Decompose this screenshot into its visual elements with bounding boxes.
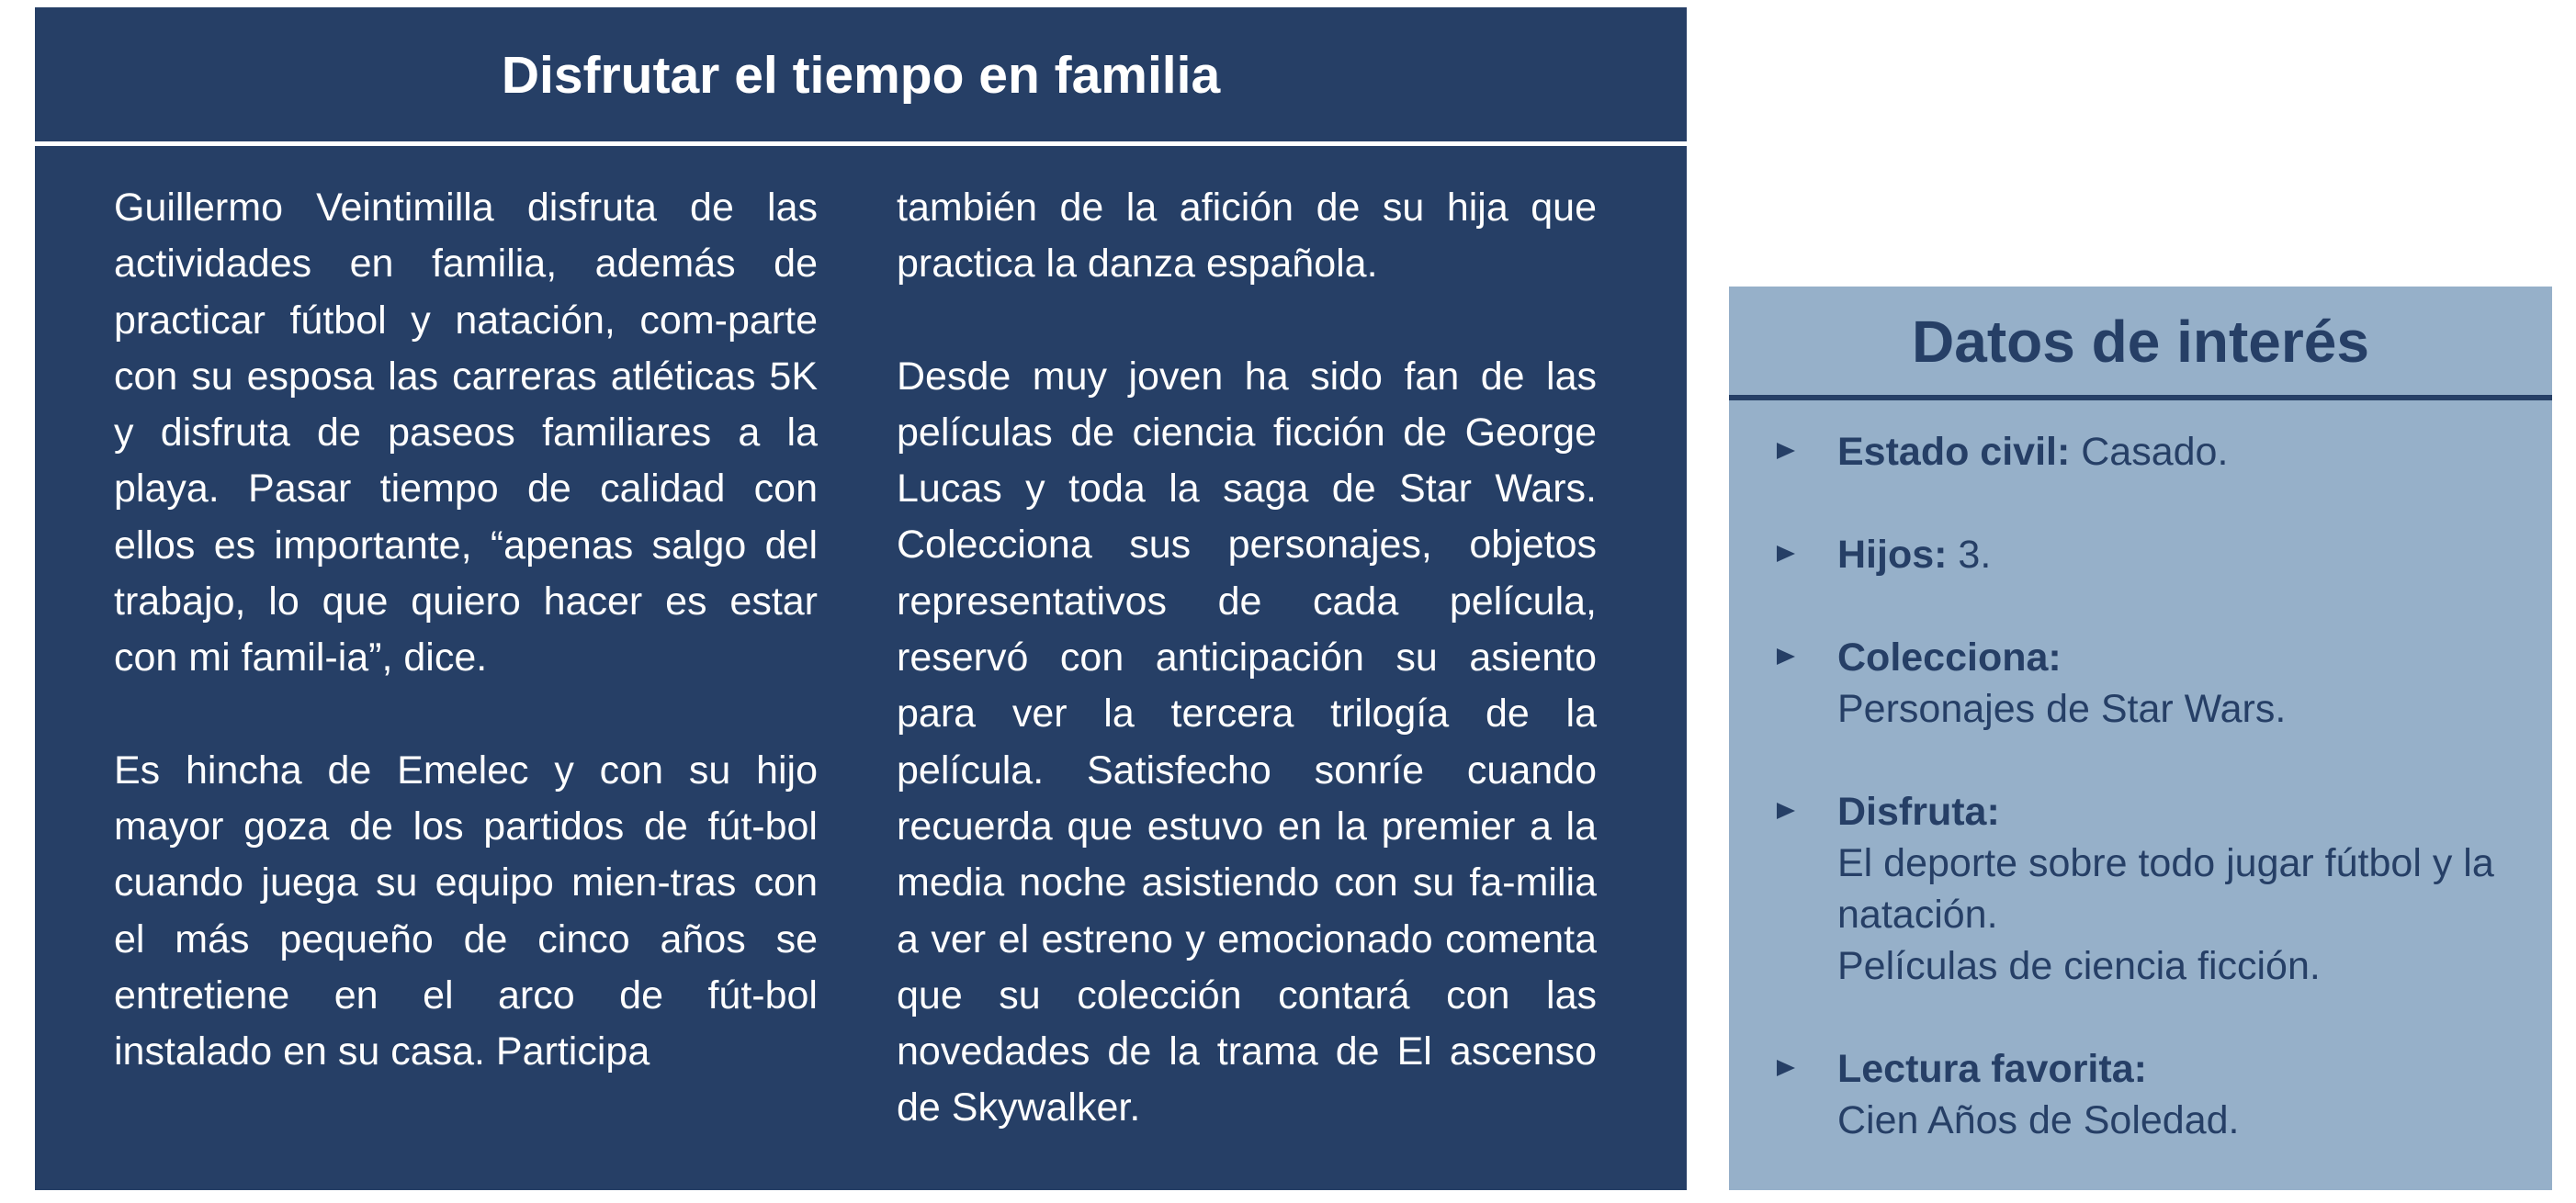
fact-label: Lectura favorita:: [1837, 1047, 2147, 1091]
fact-value: Personajes de Star Wars.: [1837, 687, 2287, 731]
fact-value: Cien Años de Soledad.: [1837, 1098, 2240, 1142]
triangle-bullet-icon: [1777, 1060, 1795, 1076]
fact-label: Estado civil:: [1837, 430, 2071, 474]
facts-list: [1729, 426, 2552, 1197]
article-column-left: [114, 180, 818, 1080]
fact-value: El deporte sobre todo jugar fútbol y la natación.: [1837, 841, 2494, 937]
fact-label: Hijos:: [1837, 533, 1948, 577]
title-divider: [35, 141, 1687, 146]
main-article-panel: [35, 7, 1687, 1190]
article-column-right: [897, 180, 1597, 1137]
triangle-bullet-icon: [1777, 648, 1795, 665]
fact-item-estado-civil: [1729, 426, 2552, 478]
fact-item-hijos: [1729, 529, 2552, 580]
fact-value: Casado.: [2070, 430, 2229, 474]
fact-item-colecciona: [1729, 632, 2552, 735]
article-paragraph: también de la afición de su hija que practica la danza española.: [897, 186, 1597, 287]
triangle-bullet-icon: [1777, 803, 1795, 819]
triangle-bullet-icon: [1777, 443, 1795, 459]
article-paragraph: Guillermo Veintimilla disfruta de las actividades en familia, además de practicar fútbol y natación, com-parte con su esposa las carreras atléticas 5K y disfruta de paseos familiares a la playa. Pasar tiempo de calidad con ellos es importante, “apenas salgo del trabajo, lo que quiero hacer es estar con mi famil-ia”, dice.: [114, 186, 818, 680]
article-paragraph: Es hincha de Emelec y con su hijo mayor goza de los partidos de fút-bol cuando juega su equipo mien-tras con el más pequeño de cinco años se entretiene en el arco de fút-bol instalado en su casa. Participa: [114, 748, 818, 1074]
sidebar-divider: [1729, 395, 2552, 400]
fact-value: Películas de ciencia ficción.: [1837, 944, 2321, 988]
fact-label: Disfruta:: [1837, 790, 2000, 834]
article-title: Disfrutar el tiempo en familia: [501, 46, 1221, 105]
fact-item-lectura-favorita: [1729, 1043, 2552, 1146]
facts-sidebar: [1729, 287, 2552, 1190]
fact-item-disfruta: [1729, 786, 2552, 992]
triangle-bullet-icon: [1777, 545, 1795, 562]
article-paragraph: Desde muy joven ha sido fan de las películas de ciencia ficción de George Lucas y toda la saga de Star Wars. Colecciona sus personajes, objetos representativos de cada película, reservó con anticipación su asiento para ver la tercera trilogía de la película. Satisfecho sonríe cuando recuerda que estuvo en la premier a la media noche asistiendo con su fa-milia a ver el estreno y emocionado comenta que su colección contará con las novedades de la trama de El ascenso de Skywalker.: [897, 354, 1597, 1130]
fact-label: Colecciona:: [1837, 635, 2062, 680]
sidebar-title: Datos de interés: [1912, 309, 2369, 375]
fact-value: 3.: [1947, 533, 1992, 577]
